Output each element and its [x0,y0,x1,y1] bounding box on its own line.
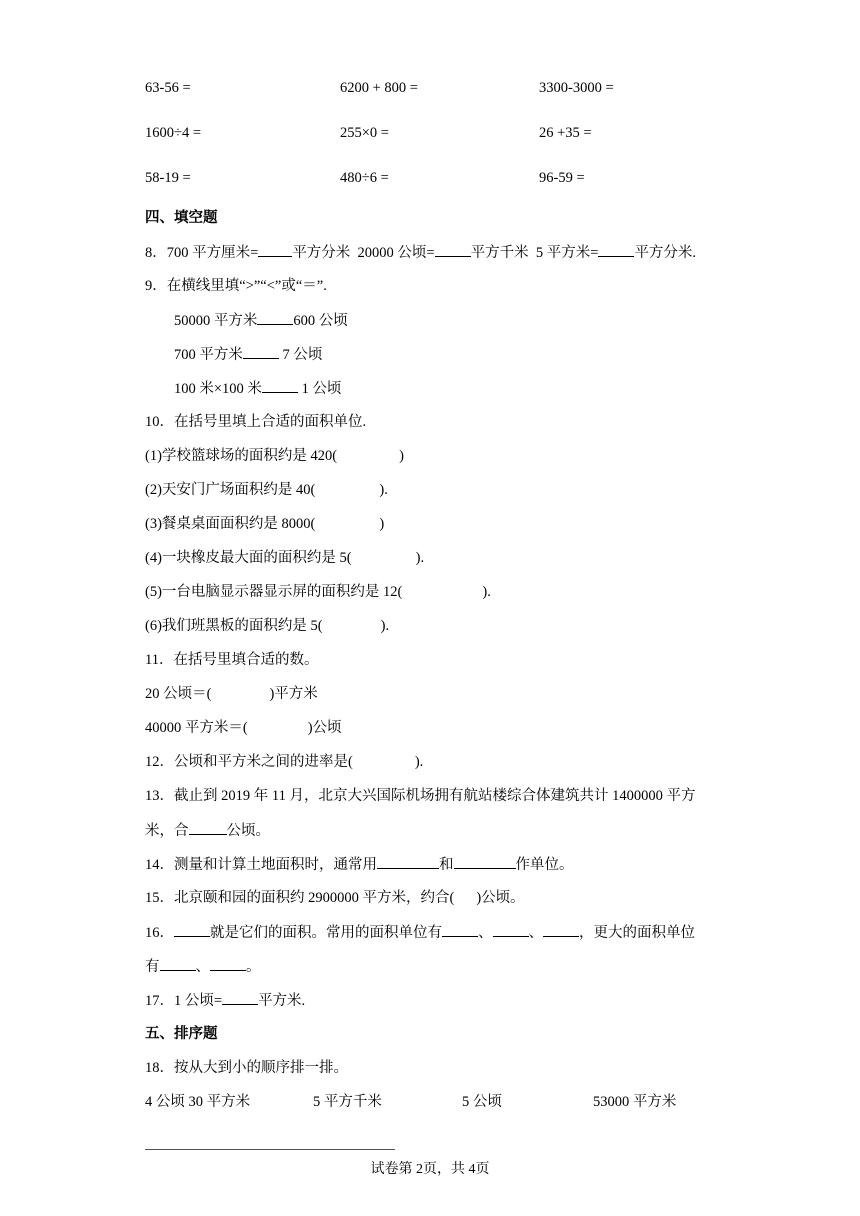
answer-blank[interactable] [598,242,634,257]
answer-blank[interactable] [210,956,246,971]
q10-text: (3)餐桌桌面面积约是 8000( [145,516,316,532]
calc-item: 480÷6 = [340,170,389,186]
answer-blank[interactable] [442,922,478,937]
q10-text: ). [380,618,390,634]
q8-text: 平方分米. [634,245,697,261]
question-10-item [145,480,388,500]
q9-right: 1 公顷 [297,381,342,397]
question-9-item [174,378,341,399]
answer-blank[interactable] [493,922,529,937]
question-13-line2 [145,820,270,841]
q10-text: ). [415,550,425,566]
q15-text: 15．北京颐和园的面积约 2900000 平方米，约合( [145,890,455,906]
question-16-line1 [145,922,695,943]
calc-item: 255×0 = [340,125,389,141]
answer-blank[interactable] [160,956,196,971]
question-10-item [145,548,424,568]
q16-text: 。 [246,959,261,975]
q11-text: 20 公顷＝( [145,686,212,702]
question-15 [145,888,525,908]
q11-text: 40000 平方米＝( [145,720,248,736]
q10-text: ) [399,448,404,464]
q10-text: (6)我们班黑板的面积约是 5( [145,618,323,634]
answer-blank[interactable] [257,310,293,325]
q12-text: ). [414,754,424,770]
q10-text: ) [379,516,385,532]
calc-item: 58-19 = [145,170,191,186]
question-9-item [174,310,348,331]
answer-blank[interactable] [435,242,471,257]
answer-blank[interactable] [174,922,210,937]
question-10-item [145,616,389,636]
question-12 [145,752,423,772]
question-11-title: 11．在括号里填合适的数。 [145,652,319,668]
q14-text: 作单位。 [515,857,574,873]
question-17 [145,990,305,1011]
q16-separator: 、 [478,925,493,941]
sort-item: 5 公顷 [462,1094,502,1110]
q10-text: ). [379,482,388,498]
question-9-title: 9．在横线里填“>”“<”或“＝”. [145,278,327,294]
answer-blank[interactable] [543,922,579,937]
q11-text: )平方米 [269,686,318,702]
calc-item: 6200 + 800 = [340,80,418,96]
answer-blank[interactable] [243,344,279,359]
q9-right: 600 公顷 [293,313,348,329]
calc-item: 26 +35 = [539,125,592,141]
q8-text: 8．700 平方厘米= [145,245,259,261]
q16-text: ，更大的面积单位 [579,925,695,941]
q16-text: 16． [145,925,174,941]
section-title-fill-blank: 四、填空题 [145,210,218,226]
answer-blank[interactable] [222,990,258,1005]
q9-left: 700 平方米 [174,347,243,363]
question-16-line2 [145,956,261,977]
q13-text: 米，合 [145,823,189,839]
question-10-item [145,514,384,534]
q10-text: (1)学校篮球场的面积约是 420( [145,448,338,464]
q10-text: (2)天安门广场面积约是 40( [145,482,316,498]
q8-text: 平方千米 5 平方米= [470,245,599,261]
question-13-line1: 13．截止到 2019 年 11 月，北京大兴国际机场拥有航站楼综合体建筑共计 1400000 平方 [145,788,696,804]
sort-item: 53000 平方米 [593,1094,677,1110]
q10-text: (4)一块橡皮最大面的面积约是 5( [145,550,352,566]
question-10-item [145,582,491,602]
calc-item: 63-56 = [145,80,191,96]
q15-text: )公顷。 [476,890,525,906]
section-title-sorting: 五、排序题 [145,1026,218,1042]
q14-text: 14．测量和计算土地面积时，通常用 [145,857,377,873]
q9-left: 50000 平方米 [174,313,258,329]
question-10-item [145,446,404,466]
calc-item: 1600÷4 = [145,125,202,141]
question-14 [145,854,574,875]
question-9-item [174,344,322,365]
q9-right: 7 公顷 [278,347,323,363]
answer-blank[interactable] [258,242,292,257]
question-11-item [145,684,318,704]
sort-item: 5 平方千米 [313,1094,382,1110]
calc-item: 96-59 = [539,170,585,186]
answer-blank[interactable] [454,854,516,869]
question-18-title: 18．按从大到小的顺序排一排。 [145,1060,348,1076]
question-8 [145,242,696,263]
q13-text: 公顷。 [226,823,270,839]
q16-separator: 、 [528,925,543,941]
q16-text: 就是它们的面积。常用的面积单位有 [210,925,442,941]
q17-text: 平方米. [258,993,306,1009]
footer-divider [145,1149,395,1150]
page-footer: 试卷第 2页，共 4页 [370,1162,490,1177]
q11-text: )公顷 [307,720,342,736]
q16-separator: 、 [195,959,210,975]
calc-item: 3300-3000 = [539,80,614,96]
q14-text: 和 [439,857,454,873]
q10-text: ). [482,584,491,600]
question-11-item [145,718,342,738]
q9-left: 100 米×100 米 [174,381,262,397]
answer-blank[interactable] [189,820,227,835]
q16-text: 有 [145,959,160,975]
sort-item: 4 公顷 30 平方米 [145,1094,251,1110]
q17-text: 17．1 公顷= [145,993,223,1009]
question-10-title: 10．在括号里填上合适的面积单位. [145,414,367,430]
answer-blank[interactable] [262,378,298,393]
q10-text: (5)一台电脑显示器显示屏的面积约是 12( [145,584,403,600]
q12-text: 12．公顷和平方米之间的进率是( [145,754,353,770]
q8-text: 平方分米 20000 公顷= [292,245,435,261]
answer-blank[interactable] [377,854,439,869]
